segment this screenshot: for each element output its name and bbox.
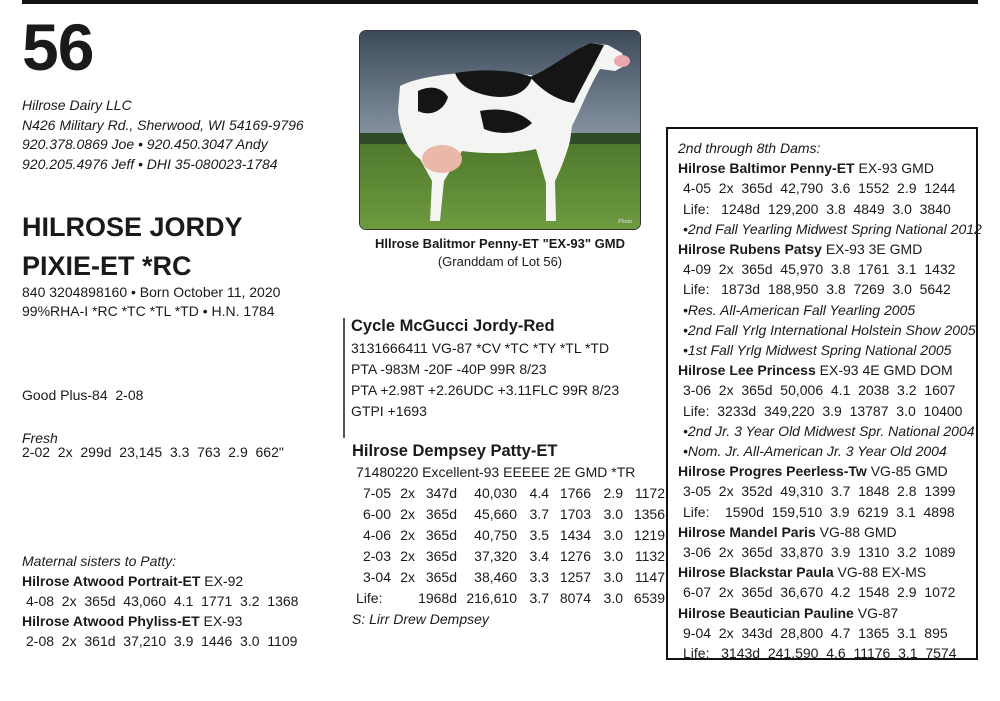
ancestor-score: VG-88 EX-MS: [833, 564, 927, 581]
animal-genetics-line: 99%RHA-I *RC *TC *TL *TD • H.N. 1784: [22, 303, 275, 319]
dam-name: Hilrose Dempsey Patty-ET: [352, 442, 558, 460]
dam-record-cell: 2.9: [603, 485, 623, 501]
ancestor-heading: [678, 461, 976, 481]
ancestor-award: •2nd Jr. 3 Year Old Midwest Spr. National 2004: [683, 422, 975, 439]
dam-record-cell: 4.4: [529, 485, 549, 501]
sister-score: EX-92: [204, 573, 244, 589]
animal-score: [22, 348, 284, 481]
consignor-info: [22, 96, 304, 174]
ancestor-score: EX-93 4E GMD DOM: [815, 362, 953, 379]
dam-record-cell: 1147: [634, 569, 665, 585]
ancestor-heading: [678, 158, 976, 178]
sire-line: PTA +2.98T +2.26UDC +3.11FLC 99R 8/23: [351, 382, 620, 398]
dam-sire-line: S: Lirr Drew Dempsey: [352, 611, 489, 627]
top-rule: [22, 0, 978, 4]
sister-entry: [22, 611, 298, 631]
dam-record-cell: 3.0: [603, 506, 623, 522]
ancestor-record: Life: 1590d 159,510 3.9 6219 3.1 4898: [683, 503, 955, 520]
dam-record-cell: 45,660: [474, 506, 517, 522]
dam-record-cell: 2x: [400, 569, 415, 585]
dam-record-cell: 3-04: [362, 569, 391, 585]
svg-text:Photo: Photo: [618, 219, 633, 225]
cow-photo-image: [360, 31, 640, 229]
consignor-phone-dhi: 920.205.4976 Jeff • DHI 35-080023-1784: [22, 155, 278, 172]
ancestor-award: •Nom. Jr. All-American Jr. 3 Year Old 2004: [683, 443, 947, 460]
ancestor-name: Hilrose Lee Princess: [678, 362, 816, 379]
ancestor-record: 9-04 2x 343d 28,800 4.7 1365 3.1 895: [683, 624, 948, 641]
ancestor-heading: [678, 522, 976, 542]
ancestor-record: Life: 1873d 188,950 3.8 7269 3.0 5642: [683, 281, 951, 298]
animal-ids: [22, 283, 280, 321]
dam-record-cell: 4-06: [362, 527, 391, 543]
dam-record-cell: 1703: [559, 506, 591, 522]
lot-number: 56: [22, 10, 94, 84]
animal-classification: Good Plus-84 2-08: [22, 387, 144, 403]
sire-section: [351, 316, 619, 422]
sister-score: EX-93: [203, 613, 243, 629]
dam-record-row: [352, 567, 665, 588]
dam-section: [352, 440, 665, 630]
ancestor-record: Life: 3143d 241,590 4.6 11176 3.1 7574: [683, 645, 957, 662]
dam-record-cell: 1434: [559, 527, 591, 543]
sire-line: GTPI +1693: [351, 403, 427, 419]
dam-records-table: [352, 483, 665, 609]
dam-record-cell: 1219: [633, 527, 665, 543]
animal-id-line: 840 3204898160 • Born October 11, 2020: [22, 284, 281, 300]
dam-record-cell: 365d: [425, 569, 457, 585]
dam-record-cell: 3.0: [603, 548, 623, 564]
maternal-sisters-heading: Maternal sisters to Patty:: [22, 553, 177, 569]
dam-record-cell: 1257: [559, 569, 591, 585]
dam-record-row: [352, 483, 665, 504]
dam-record-cell: 347d: [425, 485, 457, 501]
dam-record-cell: 2x: [400, 485, 415, 501]
animal-status: Fresh: [22, 430, 58, 446]
consignor-address: N426 Military Rd., Sherwood, WI 54169-9796: [22, 116, 304, 133]
dam-record-cell: 2x: [400, 527, 415, 543]
dam-record-cell: 3.0: [603, 569, 623, 585]
dam-life-cell: 3.7: [529, 590, 549, 606]
ancestor-name: Hilrose Beautician Pauline: [678, 604, 854, 621]
dam-record-cell: 2x: [400, 548, 415, 564]
dam-record-cell: 365d: [425, 506, 457, 522]
dam-record-cell: 1766: [559, 485, 591, 501]
sire-line: 3131666411 VG-87 *CV *TC *TY *TL *TD: [351, 340, 610, 356]
ancestor-record: Life: 1248d 129,200 3.8 4849 3.0 3840: [683, 200, 951, 217]
ancestor-award: •2nd Fall Yearling Midwest Spring National 2012: [683, 220, 982, 237]
ancestor-record: 3-06 2x 365d 33,870 3.9 1310 3.2 1089: [683, 544, 956, 561]
dam-record-cell: 1132: [634, 548, 665, 564]
dam-record-cell: 7-05: [362, 485, 391, 501]
ancestor-name: Hilrose Rubens Patsy: [678, 241, 822, 258]
dam-record-cell: 2x: [400, 506, 415, 522]
ancestor-award: •1st Fall Yrlg Midwest Spring National 2005: [683, 342, 952, 359]
dam-record-cell: 3.3: [529, 569, 549, 585]
animal-name: [22, 208, 243, 286]
ancestor-heading: [678, 603, 976, 623]
dam-record-cell: 40,030: [474, 485, 517, 501]
dam-id-line: 71480220 Excellent-93 EEEEE 2E GMD *TR: [356, 464, 636, 480]
dam-record-row: [352, 525, 665, 546]
ancestor-score: VG-88 GMD: [815, 523, 897, 540]
dam-life-cell: 8074: [559, 590, 591, 606]
dam-record-cell: 6-00: [362, 506, 391, 522]
sister-record: 4-08 2x 365d 43,060 4.1 1771 3.2 1368: [26, 593, 299, 609]
dam-record-cell: 1276: [559, 548, 591, 564]
ancestor-name: Hilrose Mandel Paris: [678, 523, 816, 540]
ancestor-score: VG-87: [853, 604, 899, 621]
ancestor-name: Hilrose Progres Peerless-Tw: [678, 463, 867, 480]
dam-record-cell: 3.5: [529, 527, 549, 543]
ancestor-name: Hilrose Baltimor Penny-ET: [678, 160, 855, 177]
dam-life-cell: 1968d: [418, 590, 457, 606]
animal-record: 2-02 2x 299d 23,145 3.3 763 2.9 662": [22, 444, 284, 460]
consignor-name: Hilrose Dairy LLC: [22, 97, 132, 113]
dam-record-cell: 37,320: [474, 548, 517, 564]
ancestry-list: [678, 158, 982, 663]
dam-records-body: [352, 483, 665, 609]
sire-name: Cycle McGucci Jordy-Red: [351, 317, 555, 335]
ancestor-record: 3-05 2x 352d 49,310 3.7 1848 2.8 1399: [683, 483, 956, 500]
consignor-phones: 920.378.0869 Joe • 920.450.3047 Andy: [22, 136, 268, 152]
sister-entry: [22, 571, 298, 591]
animal-name-line2: PIXIE-ET *RC: [22, 251, 192, 281]
photo-caption-title: Hllrose Balitmor Penny-ET "EX-93" GMD: [375, 236, 625, 251]
ancestor-record: Life: 3233d 349,220 3.9 13787 3.0 10400: [683, 402, 963, 419]
dam-life-cell: 216,610: [466, 590, 517, 606]
ancestor-score: EX-93 GMD: [854, 160, 934, 177]
maternal-sisters: [22, 551, 298, 651]
cow-photo: [359, 30, 641, 230]
dam-life-row: [352, 588, 665, 609]
ancestor-award: •Res. All-American Fall Yearling 2005: [683, 301, 916, 318]
ancestry-box: [666, 127, 982, 662]
sister-record: 2-08 2x 361d 37,210 3.9 1446 3.0 1109: [26, 633, 298, 649]
animal-name-line1: HILROSE JORDY: [22, 212, 243, 242]
sire-divider: [343, 318, 345, 438]
ancestor-heading: [678, 239, 976, 259]
ancestor-record: 4-05 2x 365d 42,790 3.6 1552 2.9 1244: [683, 180, 956, 197]
ancestor-award: •2nd Fall Yrlg International Holstein Show 2005: [683, 321, 976, 338]
ancestor-name: Hilrose Blackstar Paula: [678, 564, 834, 581]
dam-record-row: [352, 546, 665, 567]
dam-record-cell: 3.7: [529, 506, 549, 522]
sister-name: Hilrose Atwood Phyliss-ET: [22, 613, 200, 629]
dam-life-cell: 6539: [633, 590, 665, 606]
dam-record-row: [352, 504, 665, 525]
ancestor-heading: [678, 562, 976, 582]
dam-life-cell: 3.0: [603, 590, 623, 606]
dam-record-cell: 3.0: [603, 527, 623, 543]
ancestor-score: EX-93 3E GMD: [821, 241, 923, 258]
ancestor-record: 6-07 2x 365d 36,670 4.2 1548 2.9 1072: [683, 584, 956, 601]
dam-record-cell: 38,460: [474, 569, 517, 585]
dam-record-cell: 365d: [425, 527, 457, 543]
dam-record-cell: 3.4: [529, 548, 549, 564]
dam-record-cell: 2-03: [362, 548, 391, 564]
photo-caption-subtitle: (Granddam of Lot 56): [437, 254, 563, 269]
dam-record-cell: 1356: [633, 506, 665, 522]
sister-name: Hilrose Atwood Portrait-ET: [22, 573, 201, 589]
ancestor-heading: [678, 360, 976, 380]
ancestry-heading: 2nd through 8th Dams:: [678, 140, 821, 156]
photo-caption: [340, 235, 660, 271]
dam-record-cell: 365d: [425, 548, 457, 564]
dam-record-cell: 40,750: [474, 527, 517, 543]
ancestor-record: 3-06 2x 365d 50,006 4.1 2038 3.2 1607: [683, 382, 956, 399]
sire-line: PTA -983M -20F -40P 99R 8/23: [351, 361, 547, 377]
dam-life-label: Life:: [356, 590, 383, 606]
ancestor-record: 4-09 2x 365d 45,970 3.8 1761 3.1 1432: [683, 261, 956, 278]
dam-record-cell: 1172: [634, 485, 665, 501]
ancestor-score: VG-85 GMD: [866, 463, 948, 480]
